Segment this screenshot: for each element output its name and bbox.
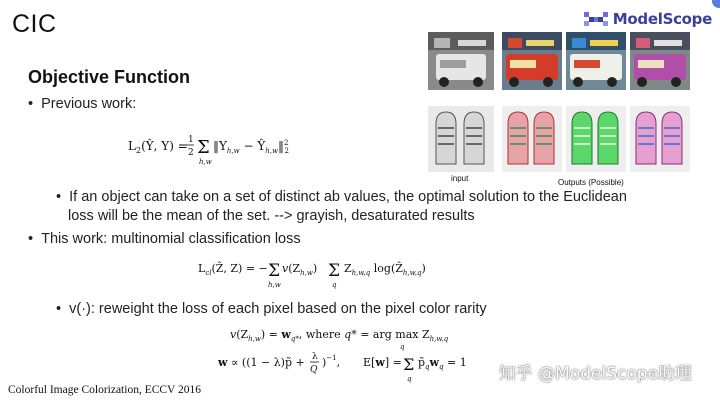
mittens-output-2-image — [566, 106, 626, 172]
equation-l2 — [128, 128, 318, 168]
svg-text:p̃qwq = 1: $p̃_qw_q = 1$ — [418, 356, 467, 371]
svg-text:‖Yh,w − Ŷh,w‖22: $‖Y_{h,w}$ − $Ŷ_{h,w}‖^2$ 2 — [213, 139, 289, 155]
svg-text:Σ: Σ — [403, 355, 415, 374]
svg-text:w ∝ ((1 − λ)p̃ +: w ∝ ((1 − λ)p̃ + — [218, 356, 305, 369]
slide-title: CIC — [12, 10, 57, 38]
citation-footer: Colorful Image Colorization, ECCV 2016 — [8, 384, 202, 396]
bullet-this-work — [28, 230, 301, 249]
bullet-previous-work — [28, 95, 136, 114]
svg-text:Σ: Σ — [197, 137, 210, 158]
bullet-dot: • — [56, 189, 70, 205]
svg-text:1: 1 — [188, 135, 194, 145]
svg-text:h,w: h,w — [199, 158, 212, 166]
figure-outputs-label: Outputs (Possible) — [558, 178, 624, 187]
svg-text:Zh,w,q log(Ẑh,w,q): $Z_{h,w,q}$ log(Ẑ$_{h,w,q}$) — [344, 262, 426, 277]
euclidean-line-1: If an object can take on a set of distinct ab values, the optimal solution to the Euclidean — [69, 189, 627, 205]
section-title: Objective Function — [28, 67, 191, 87]
watermark: 知乎 @ModelScope助理 — [498, 364, 692, 384]
mittens-output-3-image — [630, 106, 690, 172]
svg-text:Σ: Σ — [328, 261, 341, 281]
mittens-output-1-image — [502, 106, 562, 172]
mittens-input-image — [428, 106, 494, 172]
svg-text:q: q — [332, 281, 337, 289]
svg-text:v(Zh,w): $v(Z_{h,w})$ — [282, 262, 318, 277]
van-output-1-image — [502, 32, 562, 90]
van-output-3-image — [630, 32, 690, 90]
bullet-dot: • — [56, 301, 70, 317]
svg-text:L2(Ŷ, Y) =: $L_2(Ŷ$, Y) = — [128, 139, 188, 155]
svg-text:v(Zh,w) = wq*, where q* = arg: $v(Z_{h,w}) = w_{q*}$, where q* = arg $\max Z_{h,w,q}$ — [230, 328, 449, 343]
svg-text:Lcl(Ẑ, Z) = −: $L_{cl}(Ẑ$, Z) = − — [198, 262, 268, 277]
svg-text:λ: λ — [312, 352, 318, 362]
svg-text:Σ: Σ — [268, 261, 281, 281]
svg-text:2: 2 — [188, 148, 194, 158]
equation-lcl — [198, 252, 448, 292]
bullet-text: This work: multinomial classification loss — [41, 231, 301, 247]
svg-text:E[w] =: E[w] = — [363, 356, 402, 369]
euclidean-line-2: loss will be the mean of the set. --> grayish, desaturated results — [68, 208, 475, 224]
logo-text: ModelScope — [612, 10, 712, 28]
bullet-text: Previous work: — [41, 96, 137, 112]
bullet-text: v(·): reweight the loss of each pixel based on the pixel color rarity — [69, 301, 487, 317]
svg-text:h,w: h,w — [268, 281, 281, 289]
sub-bullet-euclidean — [56, 188, 686, 226]
svg-text:q: q — [400, 343, 405, 351]
bullet-dot: • — [28, 96, 42, 112]
van-output-2-image — [566, 32, 626, 90]
modelscope-logo-icon — [583, 10, 609, 28]
corner-badge — [712, 0, 720, 8]
svg-text:)−1,: )$^{-1}$, — [322, 354, 341, 369]
sub-bullet-reweight — [56, 300, 487, 319]
figure-input-label: input — [451, 174, 469, 183]
van-input-image — [428, 32, 494, 90]
svg-text:Q: Q — [310, 365, 318, 375]
equation-w-proportional — [218, 344, 498, 386]
colorization-figure — [428, 32, 690, 190]
bullet-dot: • — [28, 231, 42, 247]
svg-text:q: q — [407, 375, 412, 383]
modelscope-logo — [583, 8, 712, 30]
